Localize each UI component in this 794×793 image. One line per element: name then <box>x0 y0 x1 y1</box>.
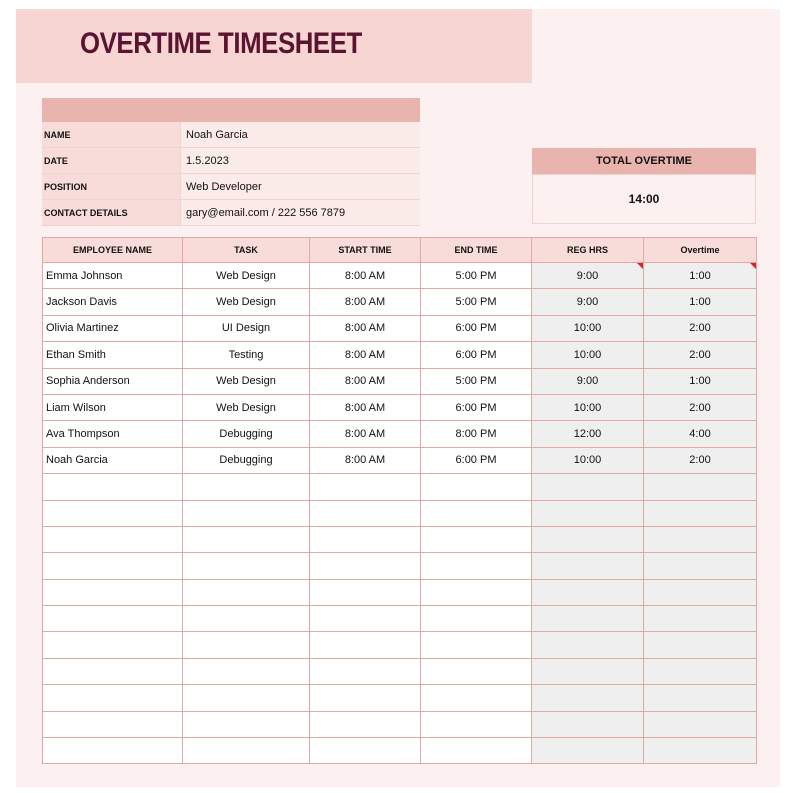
end-time-cell[interactable] <box>421 526 532 552</box>
cell-text: Olivia Martinez <box>46 322 119 335</box>
cell-text: 8:00 AM <box>344 322 386 335</box>
table-row <box>43 289 757 315</box>
table-row <box>43 553 757 579</box>
overtime-cell[interactable] <box>644 711 757 737</box>
cell-text: 6:00 PM <box>455 348 497 361</box>
cell-text: Debugging <box>219 454 273 467</box>
cell-text: 2:00 <box>689 454 711 467</box>
table-row <box>43 579 757 605</box>
reg-hrs-cell[interactable] <box>532 632 644 658</box>
employee-name-cell[interactable] <box>43 421 183 447</box>
start-time-cell[interactable] <box>310 447 421 473</box>
cell-text: 10:00 <box>573 401 602 414</box>
overtime-cell[interactable] <box>644 606 757 632</box>
column-header: REG HRS <box>532 238 644 263</box>
start-time-cell[interactable] <box>310 738 421 764</box>
position-value[interactable]: Web Developer <box>180 174 420 199</box>
reg-hrs-cell[interactable] <box>532 606 644 632</box>
reg-hrs-cell[interactable] <box>532 553 644 579</box>
end-time-cell[interactable] <box>421 606 532 632</box>
cell-text: Web Design <box>216 375 276 388</box>
end-time-cell[interactable] <box>421 711 532 737</box>
cell-text: UI Design <box>221 322 271 335</box>
table-row <box>43 421 757 447</box>
reg-hrs-cell[interactable] <box>532 368 644 394</box>
start-time-cell[interactable] <box>310 368 421 394</box>
employee-name-cell[interactable] <box>43 738 183 764</box>
reg-hrs-cell[interactable] <box>532 342 644 368</box>
end-time-cell[interactable] <box>421 685 532 711</box>
start-time-cell[interactable] <box>310 342 421 368</box>
task-cell[interactable] <box>183 526 310 552</box>
employee-info-block <box>42 98 420 226</box>
overtime-cell[interactable] <box>644 500 757 526</box>
start-time-cell[interactable] <box>310 606 421 632</box>
start-time-cell[interactable] <box>310 263 421 289</box>
table-row <box>43 711 757 737</box>
cell-text: 9:00 <box>576 375 599 388</box>
reg-hrs-cell[interactable] <box>532 474 644 500</box>
cell-text: 1:00 <box>689 296 711 309</box>
cell-text: 8:00 AM <box>344 375 386 388</box>
task-cell[interactable] <box>183 711 310 737</box>
end-time-cell[interactable] <box>421 421 532 447</box>
cell-text: 9:00 <box>576 269 599 282</box>
info-row-date <box>42 148 420 174</box>
end-time-cell[interactable] <box>421 368 532 394</box>
table-row <box>43 685 757 711</box>
overtime-cell[interactable] <box>644 738 757 764</box>
employee-name-cell[interactable] <box>43 263 183 289</box>
info-label: CONTACT DETAILS <box>42 200 180 225</box>
cell-text: Noah Garcia <box>46 454 108 467</box>
cell-text: Emma Johnson <box>46 269 123 282</box>
reg-hrs-cell[interactable] <box>532 685 644 711</box>
employee-name-cell[interactable] <box>43 500 183 526</box>
start-time-cell[interactable] <box>310 658 421 684</box>
cell-text: 9:00 <box>576 296 599 309</box>
task-cell[interactable] <box>183 606 310 632</box>
info-label: NAME <box>42 122 180 147</box>
table-header-row <box>43 238 757 263</box>
reg-hrs-cell[interactable] <box>532 421 644 447</box>
employee-name-cell[interactable] <box>43 606 183 632</box>
task-cell[interactable] <box>183 658 310 684</box>
overtime-cell[interactable] <box>644 553 757 579</box>
column-header: END TIME <box>421 238 532 263</box>
cell-text: 10:00 <box>573 348 602 361</box>
cell-text: Liam Wilson <box>46 401 106 414</box>
task-cell[interactable] <box>183 553 310 579</box>
task-cell[interactable] <box>183 263 310 289</box>
start-time-cell[interactable] <box>310 553 421 579</box>
cell-text: 6:00 PM <box>455 454 497 467</box>
overtime-cell[interactable] <box>644 632 757 658</box>
overtime-cell[interactable] <box>644 394 757 420</box>
table-row <box>43 342 757 368</box>
start-time-cell[interactable] <box>310 315 421 341</box>
cell-text: 8:00 AM <box>344 269 386 282</box>
start-time-cell[interactable] <box>310 685 421 711</box>
overtime-cell[interactable] <box>644 447 757 473</box>
employee-name-cell[interactable] <box>43 632 183 658</box>
task-cell[interactable] <box>183 394 310 420</box>
cell-text: 8:00 AM <box>344 428 386 441</box>
cell-text: 1:00 <box>689 375 711 388</box>
cell-text: 10:00 <box>573 454 602 467</box>
employee-name-cell[interactable] <box>43 394 183 420</box>
overtime-cell[interactable] <box>644 263 757 289</box>
column-header: TASK <box>183 238 310 263</box>
reg-hrs-cell[interactable] <box>532 447 644 473</box>
employee-name-cell[interactable] <box>43 658 183 684</box>
start-time-cell[interactable] <box>310 632 421 658</box>
end-time-cell[interactable] <box>421 289 532 315</box>
cell-text: 2:00 <box>689 348 711 361</box>
task-cell[interactable] <box>183 474 310 500</box>
table-row <box>43 447 757 473</box>
comment-indicator-icon[interactable] <box>750 263 756 269</box>
timesheet-table <box>42 237 757 764</box>
date-value[interactable]: 1.5.2023 <box>180 148 420 173</box>
cell-text: 1:00 <box>689 269 711 282</box>
table-row <box>43 738 757 764</box>
cell-text: Web Design <box>216 296 276 309</box>
reg-hrs-cell[interactable] <box>532 658 644 684</box>
employee-name-cell[interactable] <box>43 685 183 711</box>
start-time-cell[interactable] <box>310 711 421 737</box>
start-time-cell[interactable] <box>310 421 421 447</box>
start-time-cell[interactable] <box>310 394 421 420</box>
table-row <box>43 658 757 684</box>
info-label: POSITION <box>42 174 180 199</box>
start-time-cell[interactable] <box>310 526 421 552</box>
end-time-cell[interactable] <box>421 263 532 289</box>
overtime-cell[interactable] <box>644 685 757 711</box>
overtime-cell[interactable] <box>644 315 757 341</box>
end-time-cell[interactable] <box>421 553 532 579</box>
overtime-cell[interactable] <box>644 579 757 605</box>
employee-name-cell[interactable] <box>43 447 183 473</box>
cell-text: 6:00 PM <box>455 401 497 414</box>
overtime-cell[interactable] <box>644 421 757 447</box>
cell-text: Web Design <box>216 401 276 414</box>
end-time-cell[interactable] <box>421 500 532 526</box>
task-cell[interactable] <box>183 632 310 658</box>
employee-name-cell[interactable] <box>43 315 183 341</box>
table-row <box>43 368 757 394</box>
start-time-cell[interactable] <box>310 474 421 500</box>
cell-text: Testing <box>228 348 264 361</box>
cell-text: 6:00 PM <box>455 322 497 335</box>
task-cell[interactable] <box>183 500 310 526</box>
cell-text: 5:00 PM <box>455 296 497 309</box>
reg-hrs-cell[interactable] <box>532 394 644 420</box>
table-row <box>43 606 757 632</box>
table-row <box>43 263 757 289</box>
info-row-contact <box>42 200 420 226</box>
overtime-cell[interactable] <box>644 474 757 500</box>
name-value[interactable]: Noah Garcia <box>180 122 420 147</box>
table-row <box>43 474 757 500</box>
cell-text: 8:00 AM <box>344 348 386 361</box>
info-label: DATE <box>42 148 180 173</box>
employee-name-cell[interactable] <box>43 711 183 737</box>
employee-name-cell[interactable] <box>43 289 183 315</box>
employee-name-cell[interactable] <box>43 553 183 579</box>
end-time-cell[interactable] <box>421 738 532 764</box>
cell-text: Sophia Anderson <box>46 375 130 388</box>
end-time-cell[interactable] <box>421 394 532 420</box>
reg-hrs-cell[interactable] <box>532 738 644 764</box>
reg-hrs-cell[interactable] <box>532 315 644 341</box>
task-cell[interactable] <box>183 289 310 315</box>
employee-name-cell[interactable] <box>43 579 183 605</box>
end-time-cell[interactable] <box>421 342 532 368</box>
info-row-position <box>42 174 420 200</box>
cell-text: Web Design <box>216 269 276 282</box>
cell-text: 8:00 AM <box>344 454 386 467</box>
column-header: Overtime <box>644 238 757 263</box>
reg-hrs-cell[interactable] <box>532 526 644 552</box>
cell-text: 5:00 PM <box>455 375 497 388</box>
total-overtime-box <box>532 148 756 224</box>
overtime-cell[interactable] <box>644 526 757 552</box>
end-time-cell[interactable] <box>421 658 532 684</box>
reg-hrs-cell[interactable] <box>532 579 644 605</box>
employee-name-cell[interactable] <box>43 474 183 500</box>
reg-hrs-cell[interactable] <box>532 711 644 737</box>
table-row <box>43 394 757 420</box>
employee-name-cell[interactable] <box>43 526 183 552</box>
info-header-bar <box>42 98 420 122</box>
info-row-name <box>42 122 420 148</box>
task-cell[interactable] <box>183 738 310 764</box>
employee-name-cell[interactable] <box>43 342 183 368</box>
task-cell[interactable] <box>183 342 310 368</box>
reg-hrs-cell[interactable] <box>532 500 644 526</box>
end-time-cell[interactable] <box>421 474 532 500</box>
table-row <box>43 632 757 658</box>
contact-value[interactable]: gary@email.com / 222 556 7879 <box>180 200 420 225</box>
reg-hrs-cell[interactable] <box>532 289 644 315</box>
start-time-cell[interactable] <box>310 289 421 315</box>
cell-text: 12:00 <box>573 428 602 441</box>
end-time-cell[interactable] <box>421 632 532 658</box>
overtime-cell[interactable] <box>644 658 757 684</box>
sheet-title: OVERTIME TIMESHEET <box>80 27 362 60</box>
total-overtime-label: TOTAL OVERTIME <box>532 148 756 174</box>
cell-text: 8:00 AM <box>344 401 386 414</box>
cell-text: 2:00 <box>689 322 711 335</box>
total-overtime-value: 14:00 <box>532 174 756 224</box>
overtime-cell[interactable] <box>644 342 757 368</box>
table-row <box>43 500 757 526</box>
task-cell[interactable] <box>183 579 310 605</box>
cell-text: 10:00 <box>573 322 602 335</box>
column-header: EMPLOYEE NAME <box>43 238 183 263</box>
cell-text: 4:00 <box>689 428 711 441</box>
table-row <box>43 526 757 552</box>
end-time-cell[interactable] <box>421 447 532 473</box>
employee-name-cell[interactable] <box>43 368 183 394</box>
reg-hrs-cell[interactable] <box>532 263 644 289</box>
task-cell[interactable] <box>183 368 310 394</box>
table-row <box>43 315 757 341</box>
start-time-cell[interactable] <box>310 500 421 526</box>
task-cell[interactable] <box>183 685 310 711</box>
cell-text: Jackson Davis <box>46 296 117 309</box>
start-time-cell[interactable] <box>310 579 421 605</box>
end-time-cell[interactable] <box>421 315 532 341</box>
cell-text: 8:00 PM <box>455 428 497 441</box>
task-cell[interactable] <box>183 315 310 341</box>
column-header: START TIME <box>310 238 421 263</box>
comment-indicator-icon[interactable] <box>637 263 643 269</box>
cell-text: 2:00 <box>689 401 711 414</box>
task-cell[interactable] <box>183 421 310 447</box>
overtime-cell[interactable] <box>644 289 757 315</box>
overtime-cell[interactable] <box>644 368 757 394</box>
end-time-cell[interactable] <box>421 579 532 605</box>
cell-text: Ava Thompson <box>46 428 120 441</box>
cell-text: 8:00 AM <box>344 296 386 309</box>
cell-text: 5:00 PM <box>455 269 497 282</box>
task-cell[interactable] <box>183 447 310 473</box>
cell-text: Debugging <box>219 428 273 441</box>
cell-text: Ethan Smith <box>46 348 106 361</box>
